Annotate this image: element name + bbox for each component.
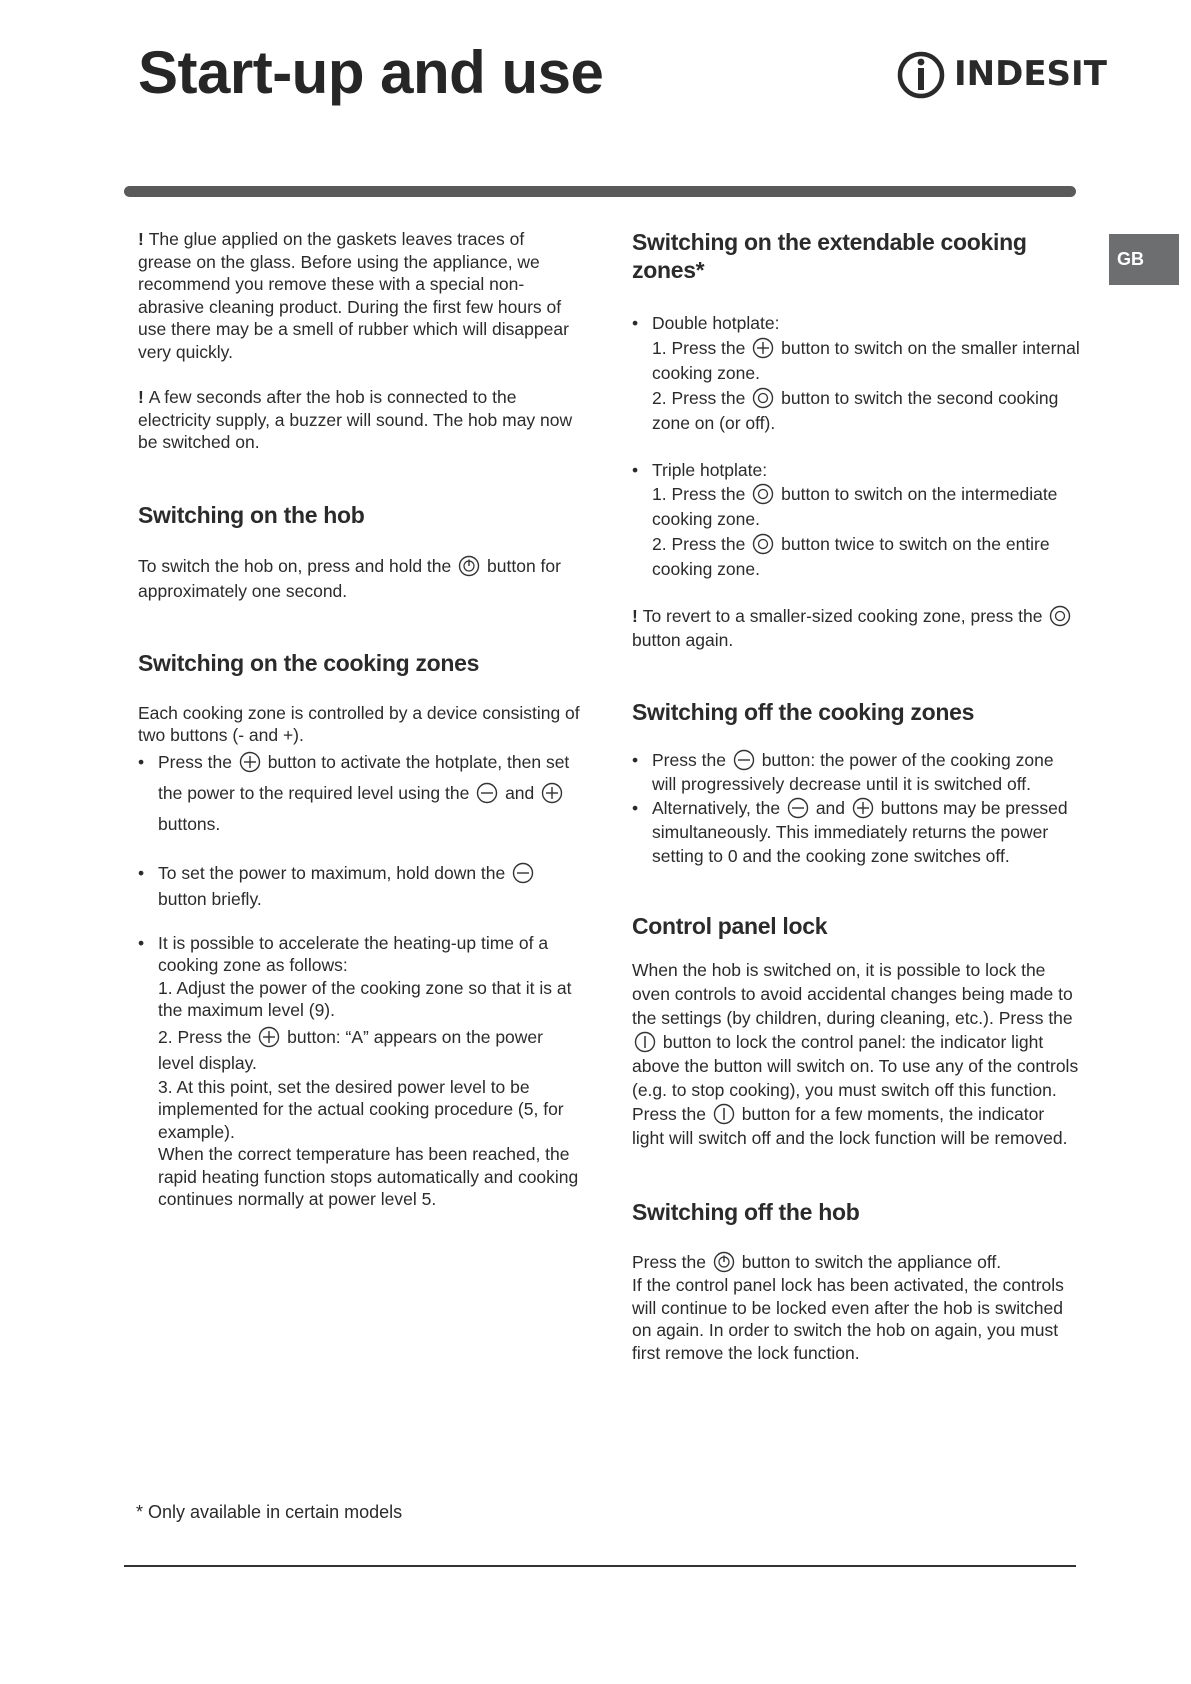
hob-off-press: Press the button to switch the appliance off.: [632, 1252, 1002, 1272]
note-gaskets: ! The glue applied on the gaskets leaves traces of grease on the glass. Before using the appliance, we recommend you remove these with a special non-abrasive cleaning product. During the first few hours of use there may be a smell of rubber which will disappear very quickly.: [138, 229, 569, 362]
accelerate-step-1: 1. Adjust the power of the cooking zone so that it is at the maximum level (9).: [158, 977, 572, 1020]
footnote: * Only available in certain models: [136, 1502, 403, 1522]
zones-bullet-accelerate: • It is possible to accelerate the heating-up time of a cooking zone as follows:: [138, 932, 580, 977]
left-column: [138, 228, 580, 1211]
note-buzzer: ! A few seconds after the hob is connected to the electricity supply, a buzzer will sound. The hob may now be switched on.: [138, 387, 573, 452]
header-divider: [124, 186, 1076, 197]
heading-switching-on-hob: Switching on the hob: [138, 501, 365, 528]
dual-zone-icon: [752, 387, 774, 409]
zones-off-bullet-press: • Press the button: the power of the cooking zone will progressively decrease until it is switched off.: [632, 748, 1080, 796]
dual-zone-icon: [1049, 605, 1071, 627]
heading-switching-off-zones: Switching off the cooking zones: [632, 699, 975, 725]
lock-key-icon: [634, 1031, 656, 1053]
zones-off-bullet-alternative: • Alternatively, the and buttons may be pressed simultaneously. This immediately returns the power setting to 0 and the cooking zone switches off.: [632, 796, 1080, 868]
triple-hotplate-label: • Triple hotplate:: [632, 458, 1080, 482]
plus-icon: [752, 337, 774, 359]
minus-icon: [787, 797, 809, 819]
language-tab: GB: [1109, 234, 1179, 285]
accelerate-step-2: 2. Press the button: “A” appears on the power level display.: [158, 1026, 543, 1073]
brand-name: INDESIT: [954, 54, 1107, 94]
heading-switching-off-hob: Switching off the hob: [632, 1199, 860, 1225]
heading-extendable-zones: Switching on the extendable cooking zones*: [632, 229, 1027, 283]
triple-step-2: 2. Press the button twice to switch on the entire cooking zone.: [652, 534, 1050, 579]
accelerate-step-3: 3. At this point, set the desired power level to be implemented for the actual cooking procedure (5, for example).: [158, 1076, 564, 1142]
power-icon: [713, 1251, 735, 1273]
page-title: Start-up and use: [138, 39, 604, 106]
lock-text: When the hob is switched on, it is possible to lock the oven controls to avoid accidental changes being made to the settings (by children, during cleaning, etc.). Press the button to lock the control panel: the indicator light above the button will switch on. To use any of the controls (e.g. to stop cooking), you must switch off this function. Press the button for a few moments, the indicator light will switch off and the lock function will be removed.: [632, 960, 1079, 1148]
dual-zone-icon: [752, 483, 774, 505]
heading-control-panel-lock: Control panel lock: [632, 913, 828, 939]
hob-on-text: To switch the hob on, press and hold the button for approximately one second.: [138, 555, 561, 601]
lock-key-icon: [713, 1103, 735, 1125]
power-icon: [458, 555, 480, 577]
double-hotplate-label: • Double hotplate:: [632, 310, 1080, 336]
minus-icon: [733, 749, 755, 771]
note-revert-zone: ! To revert to a smaller-sized cooking zone, press the button again.: [632, 604, 1080, 652]
hob-off-lock-note: If the control panel lock has been activated, the controls will continue to be locked even after the hob is switched on again. In order to switch the hob on again, you must first remove the lock function.: [632, 1275, 1064, 1363]
minus-icon: [512, 862, 534, 884]
dual-zone-icon: [752, 533, 774, 555]
plus-icon: [852, 797, 874, 819]
accelerate-result: When the correct temperature has been reached, the rapid heating function stops automatically and cooking continues normally at power level 5.: [158, 1144, 579, 1209]
brand-logo: [896, 44, 1107, 104]
plus-icon: [541, 782, 563, 804]
plus-icon: [239, 751, 261, 773]
minus-icon: [476, 782, 498, 804]
zones-bullet-maximum: • To set the power to maximum, hold down the button briefly.: [138, 860, 580, 912]
triple-step-1: 1. Press the button to switch on the intermediate cooking zone.: [652, 484, 1058, 529]
double-step-2: 2. Press the button to switch the second cooking zone on (or off).: [652, 388, 1059, 433]
footer-divider: [124, 1565, 1076, 1567]
brand-logo-icon: [896, 48, 946, 100]
double-step-1: 1. Press the button to switch on the smaller internal cooking zone.: [652, 338, 1080, 383]
right-column: [632, 228, 1080, 1364]
zones-bullet-activate: • Press the button to activate the hotplate, then set the power to the required level using the and buttons.: [138, 747, 580, 840]
heading-switching-on-zones: Switching on the cooking zones: [138, 649, 480, 676]
plus-icon: [258, 1026, 280, 1048]
zones-intro: Each cooking zone is controlled by a device consisting of two buttons (- and +).: [138, 702, 580, 745]
